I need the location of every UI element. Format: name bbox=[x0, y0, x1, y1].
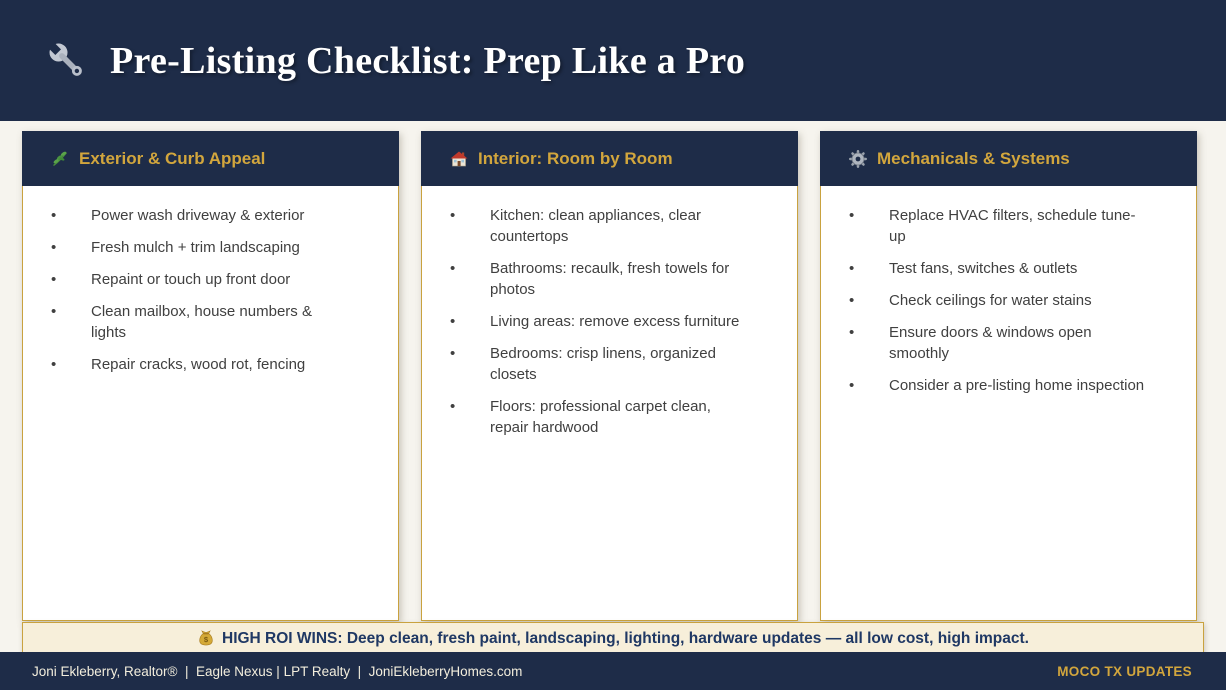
footer-left-text: Joni Ekleberry, Realtor® | Eagle Nexus | LPT Realty | JoniEkleberryHomes.com bbox=[32, 663, 523, 679]
svg-text:$: $ bbox=[203, 635, 209, 645]
page-title: Pre-Listing Checklist: Prep Like a Pro bbox=[110, 39, 746, 82]
card-title: Interior: Room by Room bbox=[478, 148, 673, 168]
list-item: • Living areas: remove excess furniture bbox=[422, 311, 797, 332]
list-item: • Floors: professional carpet clean, repair hardwood bbox=[422, 396, 797, 438]
card-body bbox=[22, 186, 399, 621]
house-icon bbox=[449, 149, 469, 169]
money-bag-icon bbox=[197, 629, 215, 647]
checklist bbox=[422, 205, 797, 438]
list-item: • Clean mailbox, house numbers & lights bbox=[23, 301, 398, 343]
list-item: • Power wash driveway & exterior bbox=[23, 205, 398, 226]
list-item: • Bedrooms: crisp linens, organized closets bbox=[422, 343, 797, 385]
footer-bar bbox=[0, 652, 1226, 690]
checklist bbox=[23, 205, 398, 375]
header-bar bbox=[0, 0, 1226, 121]
banner-text: HIGH ROI WINS: Deep clean, fresh paint, landscaping, lighting, hardware updates — all low cost, high impact. bbox=[222, 630, 1029, 647]
list-item: • Kitchen: clean appliances, clear countertops bbox=[422, 205, 797, 247]
list-item: • Repair cracks, wood rot, fencing bbox=[23, 354, 398, 375]
list-item: • Ensure doors & windows open smoothly bbox=[821, 322, 1196, 364]
list-item: • Replace HVAC filters, schedule tune-up bbox=[821, 205, 1196, 247]
card-header bbox=[820, 131, 1197, 186]
list-item: • Fresh mulch + trim landscaping bbox=[23, 237, 398, 258]
card-body bbox=[820, 186, 1197, 621]
card-title: Exterior & Curb Appeal bbox=[79, 148, 266, 168]
list-item: • Check ceilings for water stains bbox=[821, 290, 1196, 311]
card-interior bbox=[421, 131, 798, 621]
card-body bbox=[421, 186, 798, 621]
gear-icon bbox=[848, 149, 868, 169]
list-item: • Bathrooms: recaulk, fresh towels for photos bbox=[422, 258, 797, 300]
cards-row bbox=[22, 131, 1197, 621]
herb-icon bbox=[50, 149, 70, 169]
card-exterior bbox=[22, 131, 399, 621]
card-header bbox=[22, 131, 399, 186]
checklist bbox=[821, 205, 1196, 396]
list-item: • Consider a pre-listing home inspection bbox=[821, 375, 1196, 396]
list-item: • Test fans, switches & outlets bbox=[821, 258, 1196, 279]
card-header bbox=[421, 131, 798, 186]
list-item: • Repaint or touch up front door bbox=[23, 269, 398, 290]
wrench-icon bbox=[44, 38, 90, 84]
card-mechanicals bbox=[820, 131, 1197, 621]
footer-right-text: MOCO TX UPDATES bbox=[1057, 663, 1192, 679]
card-title: Mechanicals & Systems bbox=[877, 148, 1070, 168]
